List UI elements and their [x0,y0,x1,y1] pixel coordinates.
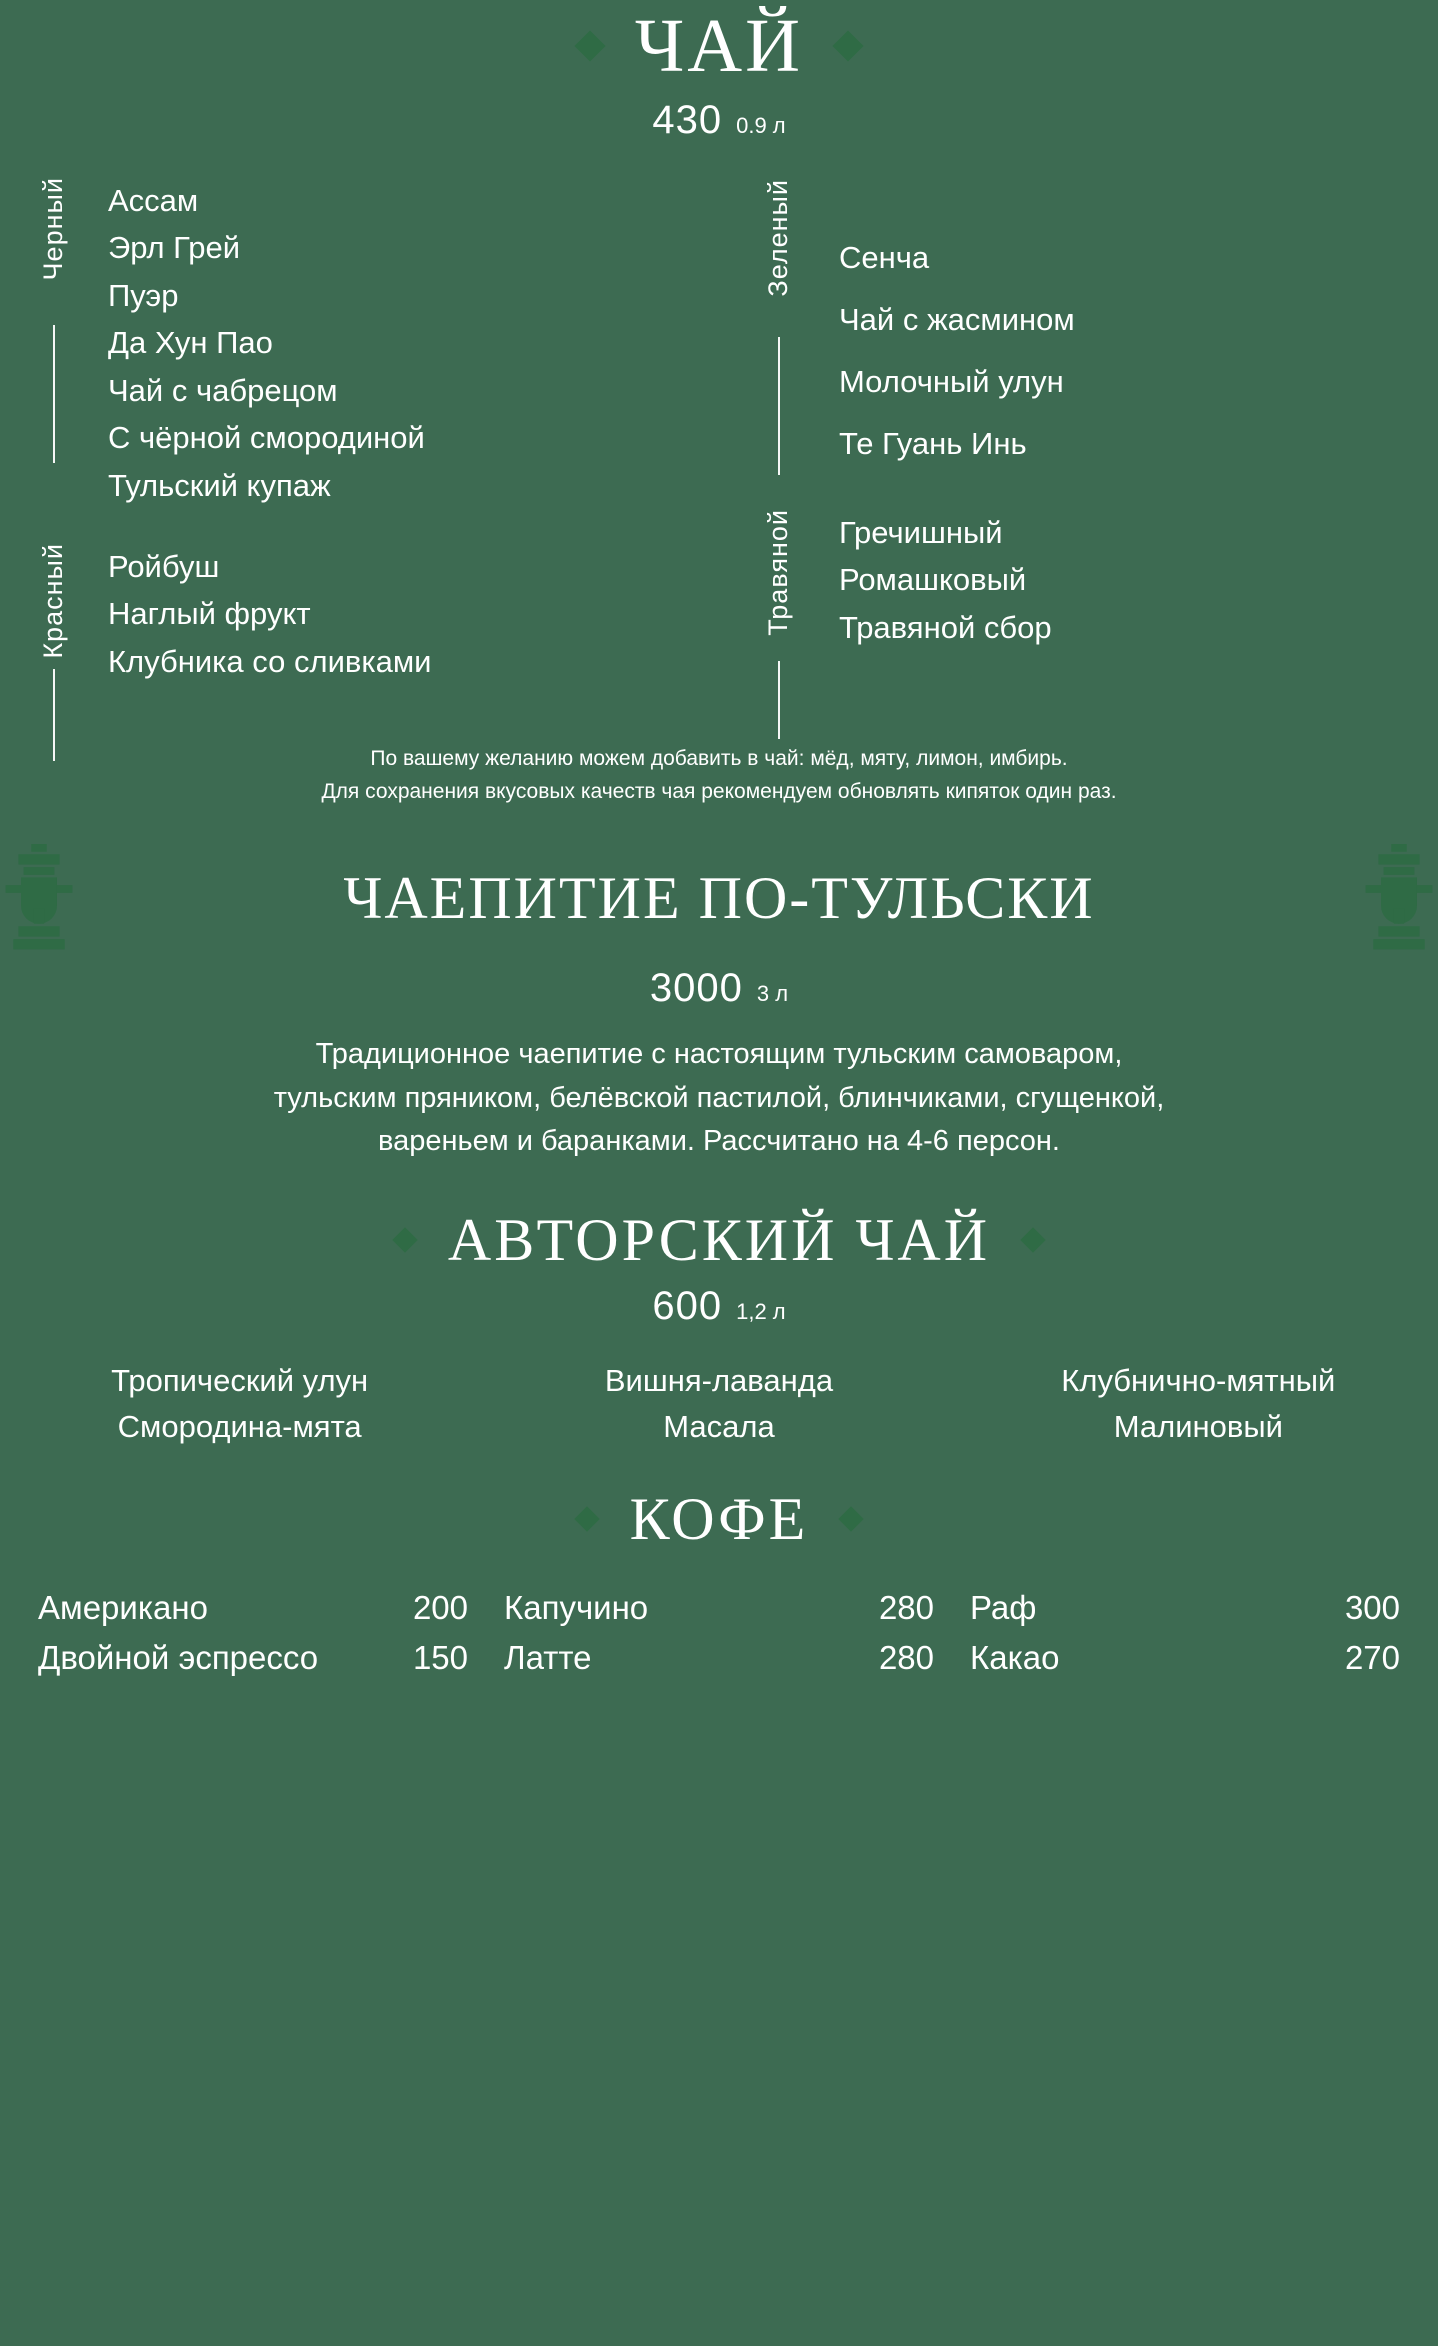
author-tea-title-row [0,1206,1438,1273]
list-item: Вишня-лаванда [604,1362,834,1398]
list-item: Чай с жасмином [839,302,1075,337]
ceremony-description-line-3: вареньем и баранками. Рассчитано на 4-6 персон. [378,1125,1060,1158]
ceremony-price: 3000 [649,966,743,1011]
coffee-title: КОФЕ [629,1485,809,1552]
coffee-item-price: 270 [1344,1638,1400,1676]
author-tea-title: АВТОРСКИЙ ЧАЙ [447,1206,991,1273]
tea-note-line-2: Для сохранения вкусовых качеств чая рекомендуем обновлять кипяток один раз. [321,779,1117,803]
diamond-right-icon [833,30,864,61]
tea-category-green-items [839,221,1075,475]
tea-category-red [0,543,719,685]
samovar-left-icon [0,844,78,952]
tea-category-herbal [719,509,1438,651]
list-item [970,1589,1400,1627]
tea-note-line-1: По вашему желанию можем добавить в чай: мёд, мяту, лимон, имбирь. [370,747,1068,771]
coffee-item-name: Капучино [504,1588,649,1626]
tea-section-header [0,0,1438,143]
list-item: Чай с чабрецом [108,372,338,408]
list-item [504,1639,934,1677]
tea-category-black-label: Черный [37,177,68,281]
diamond-right-icon [1020,1227,1045,1252]
tea-note [0,743,1438,808]
tea-price: 430 [652,98,723,142]
coffee-item-name: Раф [970,1588,1037,1626]
coffee-item-price: 280 [878,1588,934,1626]
list-item: Ассам [108,183,199,218]
author-tea-price: 600 [652,1283,723,1328]
author-tea-price-row [0,1284,1438,1329]
author-tea-grid [0,1363,1438,1445]
diamond-right-icon [839,1506,864,1531]
list-item: Да Хун Пао [108,325,273,361]
ceremony-description-line-2: тульским пряником, белёвской пастилой, блинчиками, сгущенкой, [273,1081,1165,1114]
list-item: Гречишный [839,515,1003,550]
tea-category-black-items [108,177,425,509]
list-item: Ройбуш [108,548,220,584]
coffee-grid [0,1589,1438,1677]
list-item [970,1639,1400,1677]
coffee-item-name: Латте [504,1638,592,1676]
tea-column-right [719,177,1438,701]
tea-category-green-label-wrap [719,179,839,297]
tea-title-row [0,4,1438,88]
list-item: Тропический улун [111,1362,369,1398]
coffee-item-price: 280 [878,1638,934,1676]
list-item: Клубнично-мятный [1061,1362,1336,1398]
diamond-left-icon [574,30,605,61]
coffee-header [0,1485,1438,1552]
list-item: Масала [663,1408,775,1444]
list-item: Эрл Грей [108,230,241,266]
tea-category-herbal-items [839,509,1052,651]
diamond-left-icon [574,1506,599,1531]
coffee-title-row [0,1485,1438,1552]
list-item: Смородина-мята [117,1408,362,1444]
ceremony-price-row [0,966,1438,1011]
samovar-right-icon [1360,844,1438,952]
ceremony-title: ЧАЕПИТИЕ ПО-ТУЛЬСКИ [343,865,1095,932]
tea-category-black-label-wrap [0,177,108,280]
tea-title: ЧАЙ [634,4,804,88]
tea-column-left [0,177,719,701]
diamond-left-icon [392,1227,417,1252]
tea-price-row [0,98,1438,143]
tea-category-black-rule [53,325,55,463]
coffee-item-name: Какао [970,1638,1060,1676]
author-tea-header [0,1206,1438,1329]
coffee-item-price: 150 [412,1638,468,1676]
list-item: Малиновый [1113,1408,1283,1444]
tea-category-herbal-rule [778,661,780,739]
ceremony-volume: 3 л [756,981,789,1007]
coffee-item-price: 300 [1344,1588,1400,1626]
tea-category-red-label-wrap [0,543,108,659]
list-item: Те Гуань Инь [839,426,1027,461]
coffee-item-price: 200 [412,1588,468,1626]
tea-category-green-rule [778,337,780,475]
list-item: Молочный улун [839,364,1064,399]
list-item [38,1589,468,1627]
list-item [38,1639,468,1677]
list-item: Клубника со сливками [108,643,432,679]
tea-category-red-rule [53,669,55,761]
coffee-item-name: Американо [38,1588,208,1626]
list-item: Ромашковый [839,562,1027,598]
list-item: С чёрной смородиной [108,420,425,456]
tea-category-green [719,177,1438,475]
list-item: Наглый фрукт [108,596,311,632]
tea-category-black [0,177,719,509]
tea-category-green-label: Зеленый [762,179,793,297]
list-item: Пуэр [108,277,179,313]
ceremony-header [0,844,1438,952]
tea-category-herbal-label: Травяной [762,509,793,636]
tea-categories-grid [0,177,1438,701]
author-tea-volume: 1,2 л [736,1298,786,1324]
list-item: Сенча [839,240,930,275]
tea-volume: 0.9 л [736,113,786,138]
list-item: Тульский купаж [108,467,331,503]
tea-category-red-items [108,543,431,685]
list-item [504,1589,934,1627]
ceremony-description-line-1: Традиционное чаепитие с настоящим тульским самоваром, [315,1038,1123,1071]
coffee-item-name: Двойной эспрессо [38,1638,319,1676]
list-item: Травяной сбор [839,609,1052,645]
ceremony-description [0,1033,1438,1164]
tea-category-herbal-label-wrap [719,509,839,636]
tea-category-red-label: Красный [37,542,68,659]
